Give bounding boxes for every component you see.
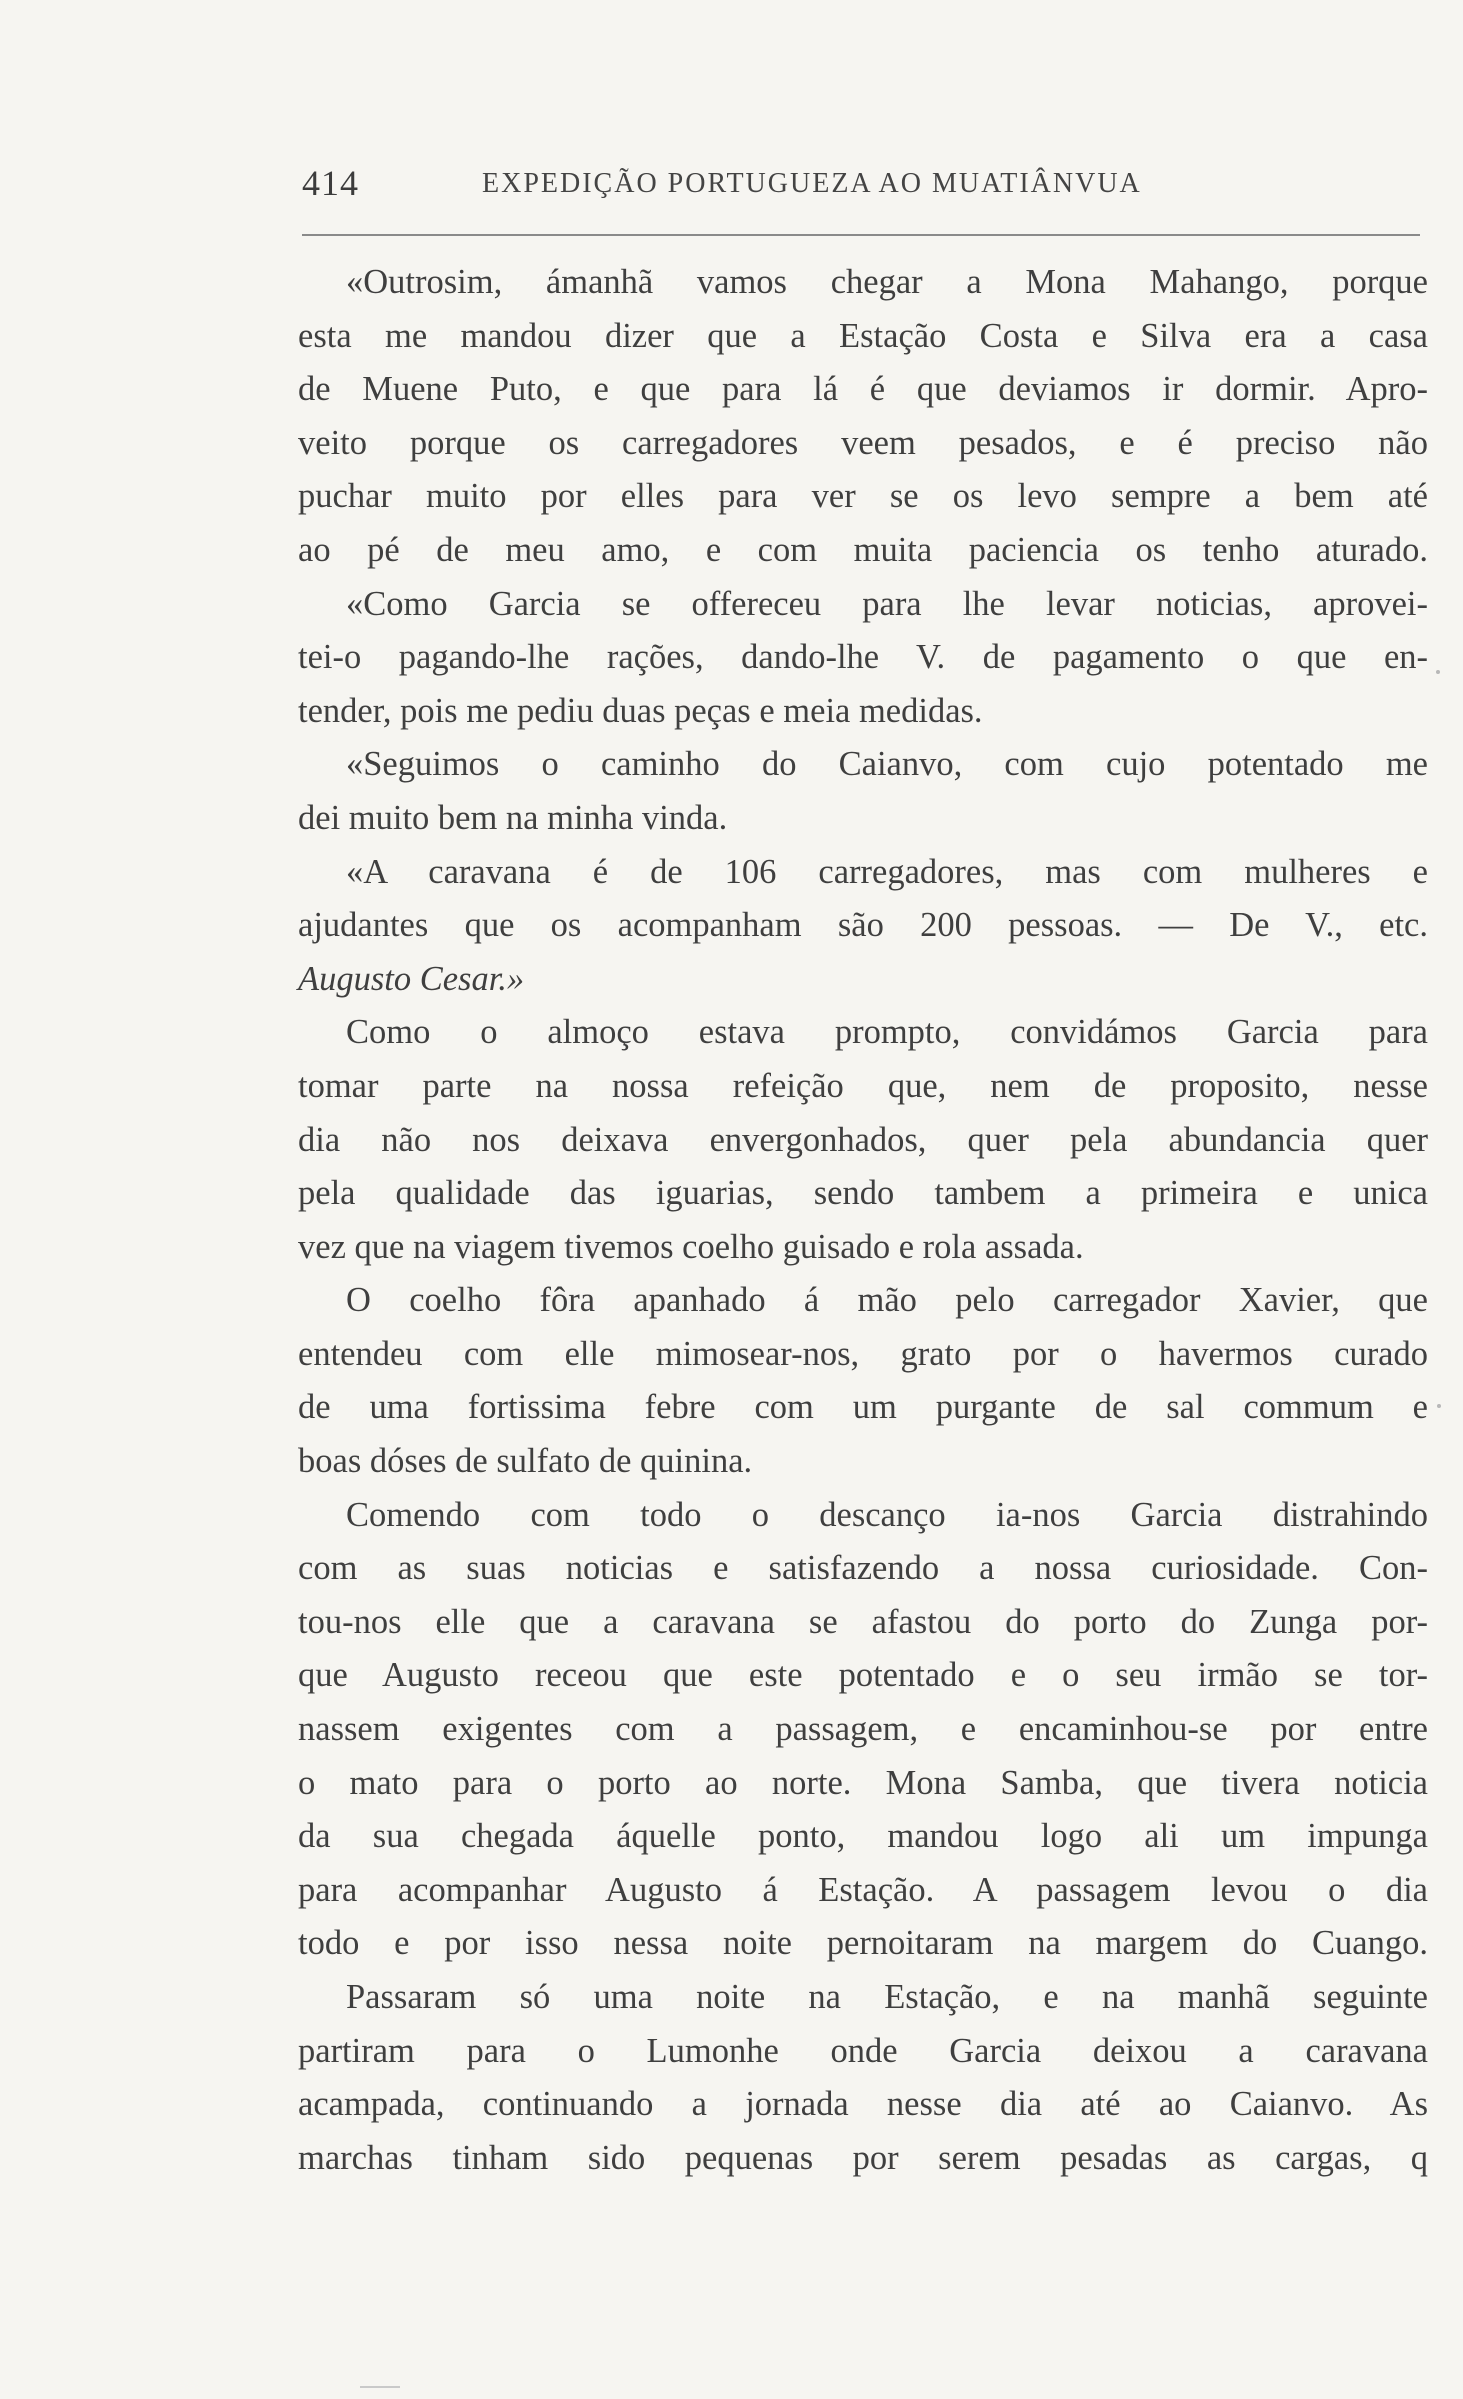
text-line: puchar muito por elles para ver se os levo sempre a bem até: [298, 477, 1428, 516]
text-line: esta me mandou dizer que a Estação Costa e Silva era a casa: [298, 316, 1428, 355]
text-line: nassem exigentes com a passagem, e encaminhou-se por entre: [298, 1710, 1428, 1749]
text-line: veito porque os carregadores veem pesados, e é preciso não: [298, 423, 1428, 462]
text-line: «Como Garcia se offereceu para lhe levar noticias, aprovei-: [346, 584, 1428, 623]
text-line: pela qualidade das iguarias, sendo tambem a primeira e unica: [298, 1174, 1428, 1213]
text-line: de uma fortissima febre com um purgante de sal commum e: [298, 1388, 1428, 1427]
text-line: acampada, continuando a jornada nesse dia até ao Caianvo. As: [298, 2085, 1428, 2124]
text-line: que Augusto receou que este potentado e o seu irmão se tor-: [298, 1656, 1428, 1695]
text-line: entendeu com elle mimosear-nos, grato por o havermos curado: [298, 1334, 1428, 1373]
page-number: 414: [302, 163, 359, 203]
text-line: «Outrosim, ámanhã vamos chegar a Mona Mahango, porque: [346, 263, 1428, 301]
text-line: de Muene Puto, e que para lá é que deviamos ir dormir. Apro-: [298, 370, 1428, 409]
page-header: [302, 160, 1420, 210]
text-line: da sua chegada áquelle ponto, mandou logo ali um impunga: [298, 1817, 1428, 1856]
text-line: tei-o pagando-lhe rações, dando-lhe V. de pagamento o que en-: [298, 638, 1428, 677]
paper-speck: [1437, 1404, 1441, 1408]
text-line: Passaram só uma noite na Estação, e na manhã seguinte: [346, 1978, 1428, 2016]
body-text: [298, 256, 1428, 2185]
running-title: EXPEDIÇÃO PORTUGUEZA AO MUATIÂNVUA: [482, 168, 1142, 199]
text-line: marchas tinham sido pequenas por serem pesadas as cargas, q: [298, 2138, 1428, 2177]
text-line: Comendo com todo o descanço ia-nos Garcia distrahindo: [346, 1495, 1428, 1534]
text-line: para acompanhar Augusto á Estação. A passagem levou o dia: [298, 1870, 1428, 1909]
text-line: ajudantes que os acompanham são 200 pessoas. — De V., etc.: [298, 906, 1428, 945]
paper-speck: [1436, 670, 1440, 674]
text-line: boas dóses de sulfato de quinina.: [298, 1442, 753, 1481]
text-line: tou-nos elle que a caravana se afastou do porto do Zunga por-: [298, 1602, 1428, 1641]
text-line: dia não nos deixava envergonhados, quer pela abundancia quer: [298, 1120, 1428, 1159]
text-line: O coelho fôra apanhado á mão pelo carregador Xavier, que: [346, 1281, 1428, 1320]
text-line: o mato para o porto ao norte. Mona Samba, que tivera noticia: [298, 1763, 1428, 1802]
text-line: Como o almoço estava prompto, convidámos Garcia para: [346, 1013, 1428, 1052]
text-line: partiram para o Lumonhe onde Garcia deixou a caravana: [298, 2031, 1428, 2070]
text-line: dei muito bem na minha vinda.: [298, 798, 728, 837]
text-line: com as suas noticias e satisfazendo a nossa curiosidade. Con-: [298, 1549, 1428, 1588]
text-line: tender, pois me pediu duas peças e meia medidas.: [298, 691, 983, 730]
text-line: Augusto Cesar.»: [298, 959, 525, 998]
text-line: «Seguimos o caminho do Caianvo, com cujo potentado me: [346, 745, 1428, 784]
header-rule: [302, 234, 1420, 236]
text-line: vez que na viagem tivemos coelho guisado e rola assada.: [298, 1227, 1084, 1266]
text-line: tomar parte na nossa refeição que, nem de proposito, nesse: [298, 1066, 1428, 1105]
paper-mark: [360, 2386, 400, 2388]
text-line: «A caravana é de 106 carregadores, mas com mulheres e: [346, 852, 1428, 891]
text-line: ao pé de meu amo, e com muita paciencia os tenho aturado.: [298, 530, 1428, 569]
text-line: todo e por isso nessa noite pernoitaram na margem do Cuango.: [298, 1924, 1428, 1963]
